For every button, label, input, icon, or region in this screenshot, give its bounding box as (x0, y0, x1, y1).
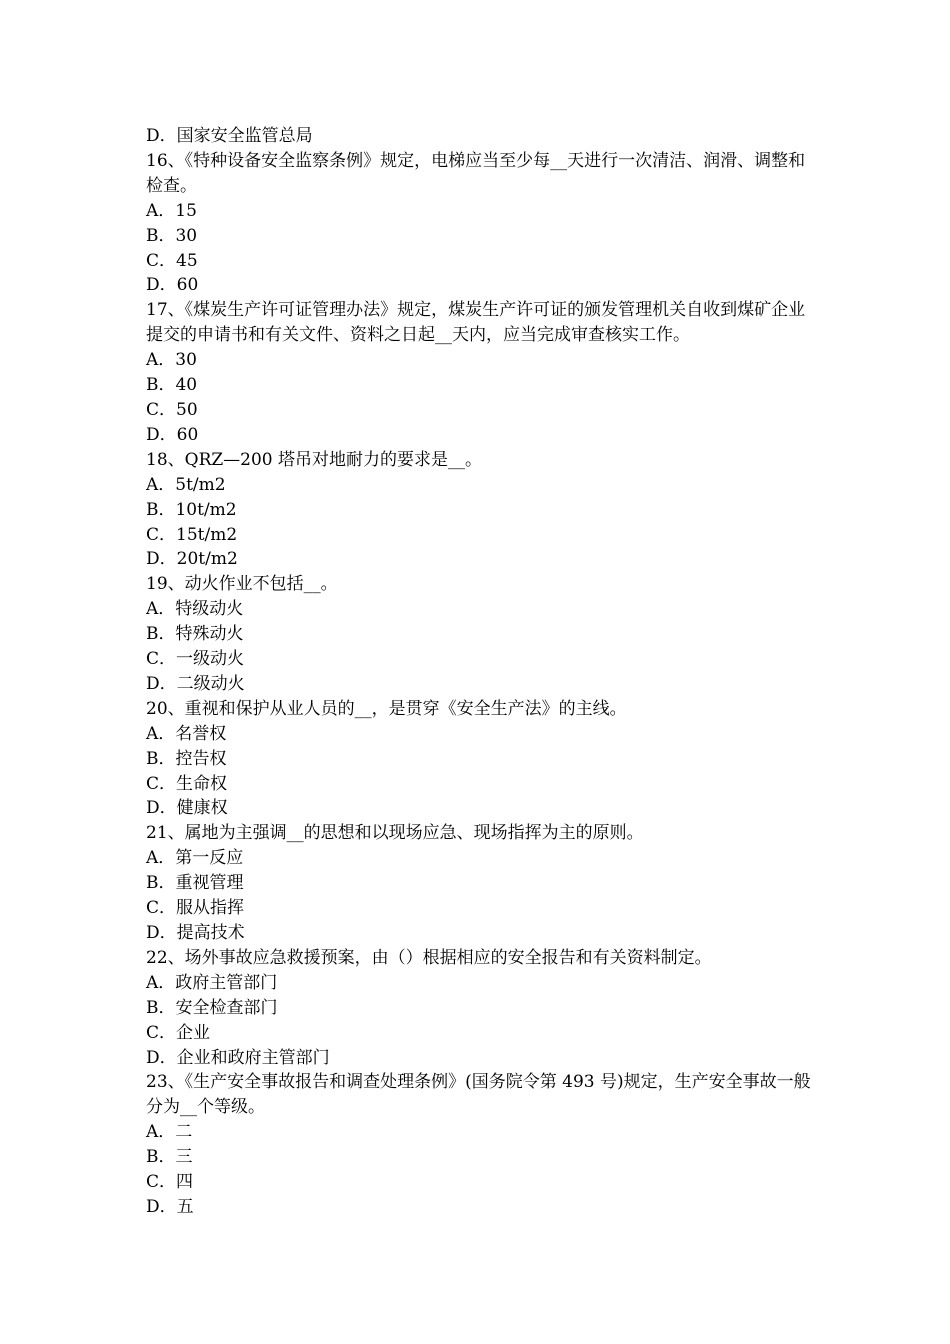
question-text: 21、属地为主强调__的思想和以现场应急、现场指挥为主的原则。 (146, 823, 644, 844)
answer-option: C．45 (146, 250, 198, 271)
question-text: 19、动火作业不包括__。 (146, 574, 338, 595)
answer-option: B．安全检查部门 (146, 997, 278, 1018)
answer-option: C．15t/m2 (146, 524, 238, 545)
answer-option: C．四 (146, 1172, 194, 1193)
question-text: 23、《生产安全事故报告和调查处理条例》(国务院令第 493 号)规定，生产安全事故一般分为__个等级。 (146, 1072, 811, 1118)
answer-option: D．20t/m2 (146, 549, 238, 570)
answer-option: D．提高技术 (146, 923, 245, 943)
answer-option: D．二级动火 (146, 673, 245, 694)
answer-option: B．三 (146, 1147, 193, 1168)
answer-option: C．50 (146, 399, 198, 420)
answer-option: D．五 (146, 1196, 194, 1217)
question-text: 22、场外事故应急救援预案，由（）根据相应的安全报告和有关资料制定。 (146, 947, 712, 968)
question-text: 20、重视和保护从业人员的__，是贯穿《安全生产法》的主线。 (146, 698, 627, 719)
answer-option: C．服从指挥 (146, 898, 245, 919)
answer-option: A．二 (146, 1122, 193, 1143)
answer-option: A．名誉权 (146, 723, 227, 744)
answer-option: B．控告权 (146, 748, 227, 769)
answer-option: D．国家安全监管总局 (146, 126, 313, 146)
answer-option: D．60 (146, 275, 199, 296)
answer-option: C．生命权 (146, 773, 228, 794)
answer-option: A．30 (146, 350, 197, 371)
answer-option: C．企业 (146, 1022, 211, 1043)
answer-option: B．40 (146, 375, 198, 396)
question-text: 18、QRZ—200 塔吊对地耐力的要求是__。 (146, 449, 483, 470)
answer-option: A．第一反应 (146, 848, 244, 869)
answer-option: B．30 (146, 225, 198, 246)
answer-option: A．5t/m2 (146, 474, 226, 495)
answer-option: A．政府主管部门 (146, 972, 278, 993)
answer-option: D．企业和政府主管部门 (146, 1047, 330, 1068)
answer-option: C．一级动火 (146, 649, 245, 670)
answer-option: B．特殊动火 (146, 624, 244, 645)
answer-option: D．60 (146, 424, 199, 445)
answer-option: B．重视管理 (146, 873, 244, 894)
answer-option: B．10t/m2 (146, 499, 237, 520)
answer-option: A．15 (146, 200, 197, 221)
answer-option: A．特级动火 (146, 599, 244, 620)
answer-option: D．健康权 (146, 798, 228, 819)
document-body (146, 124, 811, 1220)
question-text: 17、《煤炭生产许可证管理办法》规定，煤炭生产许可证的颁发管理机关自收到煤矿企业提交的申请书和有关文件、资料之日起__天内，应当完成审查核实工作。 (146, 300, 806, 346)
question-text: 16、《特种设备安全监察条例》规定，电梯应当至少每__天进行一次清洁、润滑、调整和检查。 (146, 150, 806, 196)
